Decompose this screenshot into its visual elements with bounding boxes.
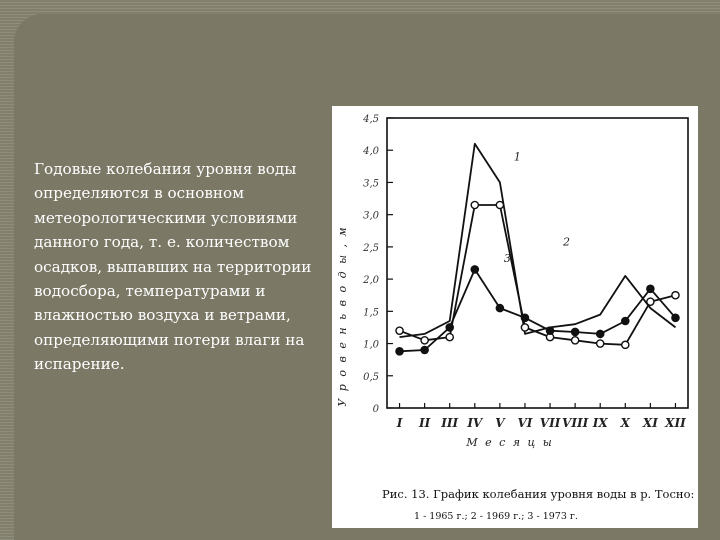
chart-subtitle: 1 - 1965 г.; 2 - 1969 г.; 3 - 1973 г. [414, 511, 578, 522]
series-2-point [647, 298, 654, 305]
y-tick-label: 0,5 [363, 371, 379, 383]
y-tick-label: 4,5 [363, 114, 379, 125]
series-1-label: 1 [513, 150, 521, 164]
plot-frame [387, 118, 688, 408]
series-3-point [471, 266, 478, 273]
series-3-point [396, 348, 403, 355]
series-2-point [396, 327, 403, 334]
x-tick-label: VII [539, 416, 561, 430]
y-tick-label: 0 [372, 404, 379, 415]
series-2-point [597, 340, 604, 347]
x-tick-label: V [495, 416, 505, 430]
slide-body-text: Годовые колебания уровня воды определяются в основном метеорологическими условиями данного года, т. е. количеством осадков, выпавших на территории водосбора, температурами и влажностью воздуха и ветрами, определяющими потери влаги на испарение. [34, 160, 312, 374]
y-tick-labels [362, 114, 393, 415]
series-2-point [622, 341, 629, 348]
x-tick-label: X [620, 416, 630, 430]
series-2-point [471, 201, 478, 208]
series-3-point [546, 327, 553, 334]
series-2-point [672, 292, 679, 299]
y-axis-label: У р о в е н ь в о д ы , м [336, 225, 349, 407]
series-3-point [421, 346, 428, 353]
series-2-point [521, 324, 528, 331]
y-tick-label: 4,0 [363, 146, 379, 158]
series-2-point [572, 337, 579, 344]
y-tick-label: 1,0 [363, 339, 379, 351]
water-level-chart [332, 106, 698, 528]
series-3-point [572, 328, 579, 335]
x-tick-label: IV [467, 416, 483, 430]
y-tick-label: 2,0 [363, 275, 379, 287]
x-tick-label: I [396, 416, 403, 430]
x-tick-label: XII [665, 416, 686, 430]
series-1-line [400, 144, 676, 337]
y-tick-label: 2,5 [363, 242, 379, 254]
series-3-point [622, 317, 629, 324]
chart-axes [387, 118, 688, 408]
series-3-point [521, 314, 528, 321]
series-3-point [446, 324, 453, 331]
chart-figure [332, 106, 698, 528]
series-3-point [672, 314, 679, 321]
series-2-point [446, 334, 453, 341]
series-3-point [496, 305, 503, 312]
series-2-label: 2 [562, 235, 570, 249]
series-3-point [597, 330, 604, 337]
x-tick-label: VI [517, 416, 533, 430]
y-tick-label: 1,5 [363, 307, 379, 319]
chart-series [396, 144, 679, 355]
series-2-point [496, 201, 503, 208]
chart-title: Рис. 13. График колебания уровня воды в р. Тосно: [382, 487, 695, 501]
x-tick-label: IX [592, 416, 608, 430]
x-tick-label: XI [642, 416, 658, 430]
x-tick-label: VIII [562, 416, 589, 430]
x-tick-labels [396, 403, 686, 430]
series-2-point [421, 337, 428, 344]
x-axis-label: М е с я ц ы [466, 436, 554, 449]
x-tick-label: II [419, 416, 431, 430]
y-tick-label: 3,5 [363, 178, 379, 190]
x-tick-label: III [441, 416, 459, 430]
series-3-point [647, 285, 654, 292]
y-tick-label: 3,0 [363, 210, 379, 222]
series-3-label: 3 [503, 252, 511, 266]
